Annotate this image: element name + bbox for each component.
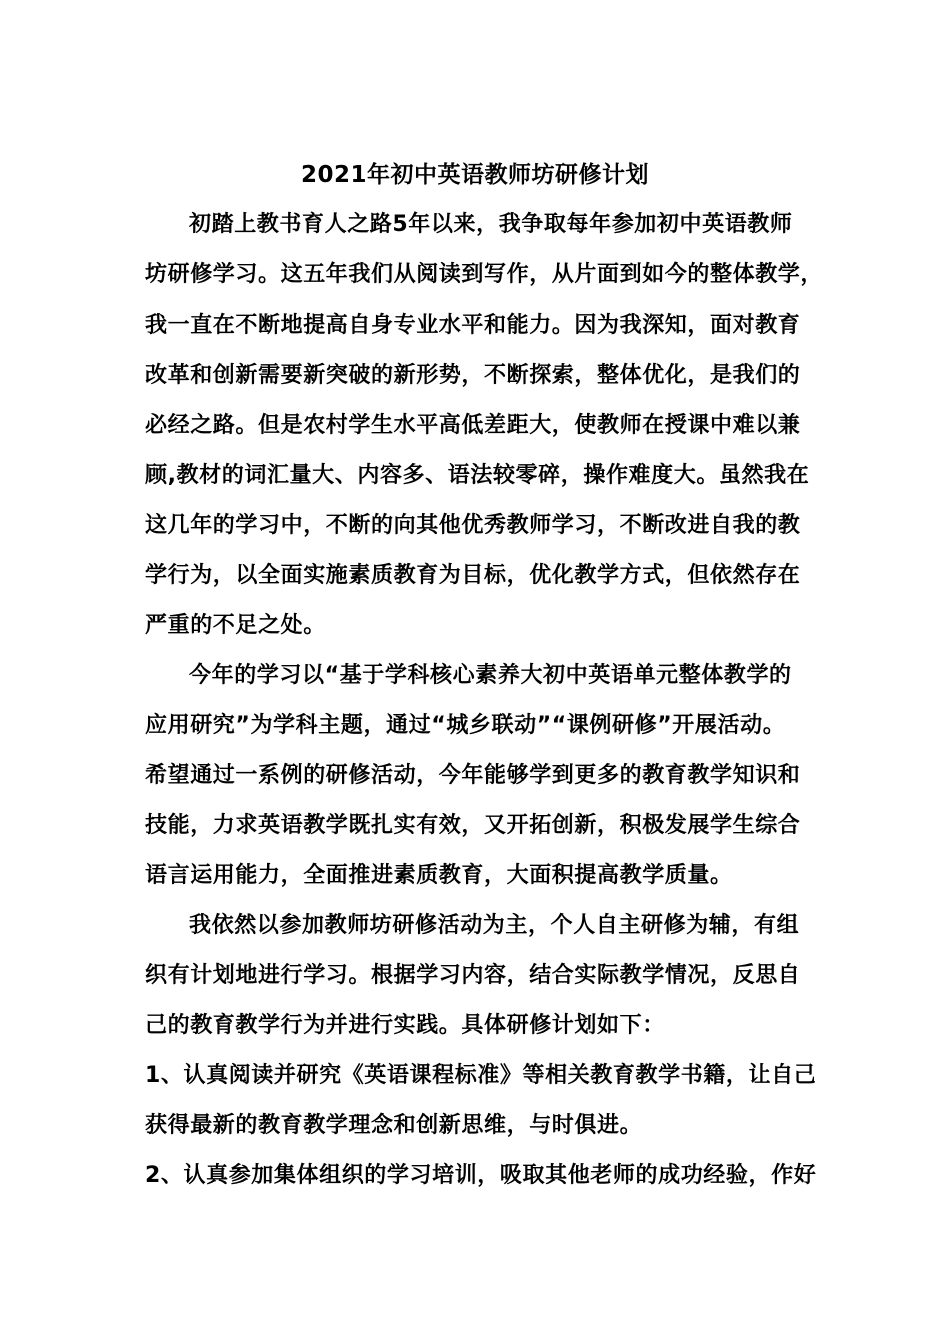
document-title: 2021年初中英语教师坊研修计划 [300, 162, 649, 188]
paragraph-line: 顾,教材的词汇量大、内容多、语法较零碎，操作难度大。虽然我在 [145, 463, 810, 488]
list-item-line: 获得最新的教育教学理念和创新思维，与时俱进。 [145, 1113, 643, 1138]
list-item-line: 2、认真参加集体组织的学习培训，吸取其他老师的成功经验，作好 [145, 1163, 817, 1188]
paragraph-line: 我一直在不断地提高自身专业水平和能力。因为我深知，面对教育 [145, 313, 801, 338]
paragraph-line: 改革和创新需要新突破的新形势，不断探索，整体优化，是我们的 [145, 363, 801, 388]
paragraph-line: 己的教育教学行为并进行实践。具体研修计划如下： [145, 1013, 665, 1038]
paragraph-line: 这几年的学习中，不断的向其他优秀教师学习，不断改进自我的教 [145, 513, 801, 538]
paragraph-line: 坊研修学习。这五年我们从阅读到写作，从片面到如今的整体教学， [145, 262, 824, 287]
paragraph-line: 织有计划地进行学习。根据学习内容，结合实际教学情况，反思自 [145, 963, 801, 988]
paragraph-line: 语言运用能力，全面推进素质教育，大面积提高教学质量。 [145, 863, 733, 888]
paragraph-line: 学行为，以全面实施素质教育为目标，优化教学方式，但依然存在 [145, 563, 801, 588]
paragraph-line: 必经之路。但是农村学生水平高低差距大，使教师在授课中难以兼 [145, 413, 801, 438]
paragraph-line: 我依然以参加教师坊研修活动为主，个人自主研修为辅，有组 [189, 913, 800, 938]
paragraph-line: 初踏上教书育人之路5年以来，我争取每年参加初中英语教师 [189, 212, 793, 237]
paragraph-line: 应用研究”为学科主题，通过“城乡联动”“课例研修”开展活动。 [145, 713, 786, 738]
paragraph-line: 希望通过一系例的研修活动，今年能够学到更多的教育教学知识和 [145, 763, 801, 788]
paragraph-line: 技能，力求英语教学既扎实有效，又开拓创新，积极发展学生综合 [145, 813, 801, 838]
list-item-line: 1、认真阅读并研究《英语课程标准》等相关教育教学书籍，让自己 [145, 1063, 817, 1088]
paragraph-line: 今年的学习以“基于学科核心素养大初中英语单元整体教学的 [189, 663, 792, 688]
paragraph-line: 严重的不足之处。 [145, 613, 326, 638]
